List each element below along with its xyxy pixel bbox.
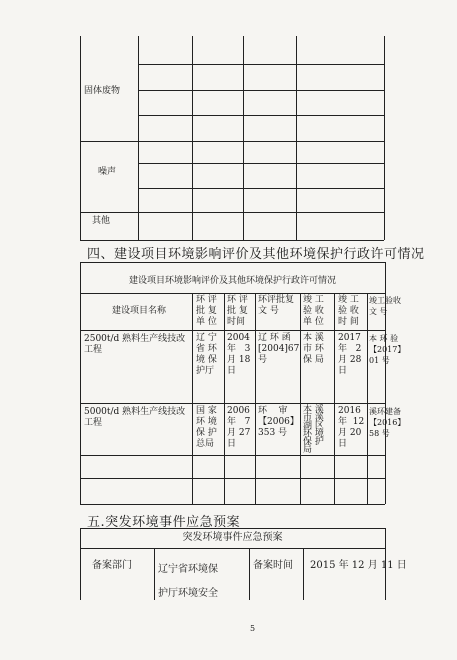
header-approval-unit: 环 评 批 复 单 位 bbox=[196, 295, 217, 327]
row1-acceptance-time: 2017 年 2 月 28 日 bbox=[338, 333, 362, 376]
row1-approval-time: 2004 年 3 月 18 日 bbox=[227, 333, 251, 376]
header-approval-docno: 环评批复 文 号 bbox=[258, 295, 295, 316]
row1-acceptance-docno: 本 环 验 【2017】 01 号 bbox=[369, 334, 406, 365]
row1-project-name: 2500t/d 熟料生产线技改 工程 bbox=[84, 334, 186, 355]
row2-approval-time: 2006 年 7 月 27 日 bbox=[227, 406, 251, 449]
section4-heading: 四、建设项目环境影响评价及其他环境保护行政许可情况 bbox=[87, 247, 425, 262]
header-acceptance-unit: 竣 工 验 收 单 位 bbox=[303, 295, 324, 327]
row1-approval-unit: 辽 宁 省 环 境 保 护厅 bbox=[196, 333, 217, 376]
row1-acceptance-unit: 本 溪 市 环 保 局 bbox=[303, 333, 324, 365]
filing-time-label: 备案时间 bbox=[253, 560, 293, 571]
header-project-name: 建设项目名称 bbox=[112, 306, 167, 316]
filing-time-value: 2015 年 12 月 11 日 bbox=[310, 560, 407, 571]
filing-dept-label: 备案部门 bbox=[92, 560, 132, 571]
row2-acceptance-docno: 溪环建备 【2016】 58 号 bbox=[369, 407, 406, 438]
header-acceptance-docno: 竣工验收 文 号 bbox=[369, 296, 401, 316]
header-acceptance-time: 竣 工 验 收 时 间 bbox=[338, 295, 359, 327]
row2-acceptance-time: 2016 年 12 月 20 日 bbox=[338, 406, 365, 449]
approval-table-caption: 建设项目环境影响评价及其他环境保护行政许可情况 bbox=[128, 276, 336, 286]
filing-dept-value: 辽宁省环境保 护厅环境安全 bbox=[158, 564, 218, 599]
row-label-noise: 噪声 bbox=[98, 167, 117, 177]
page-number: 5 bbox=[250, 624, 256, 633]
row2-project-name: 5000t/d 熟料生产线技改 工程 bbox=[84, 407, 186, 428]
row2-approval-docno: 环 审 【2006】 353 号 bbox=[258, 406, 299, 438]
section5-heading: 五.突发环境事件应急预案 bbox=[87, 515, 241, 530]
row-label-other: 其他 bbox=[92, 216, 111, 226]
row2-acceptance-unit: 本 溪 市 溪 湖 区 环 境 保 护 局 bbox=[303, 405, 324, 455]
header-approval-time: 环 评 批 复 时间 bbox=[227, 295, 248, 327]
emergency-plan-caption: 突发环境事件应急预案 bbox=[182, 532, 283, 543]
row-label-solid-waste: 固体废物 bbox=[84, 86, 121, 96]
row2-approval-unit: 国 家 环 境 保 护 总局 bbox=[196, 406, 217, 449]
row1-approval-docno: 辽 环 函 [2004]67 号 bbox=[258, 333, 300, 365]
